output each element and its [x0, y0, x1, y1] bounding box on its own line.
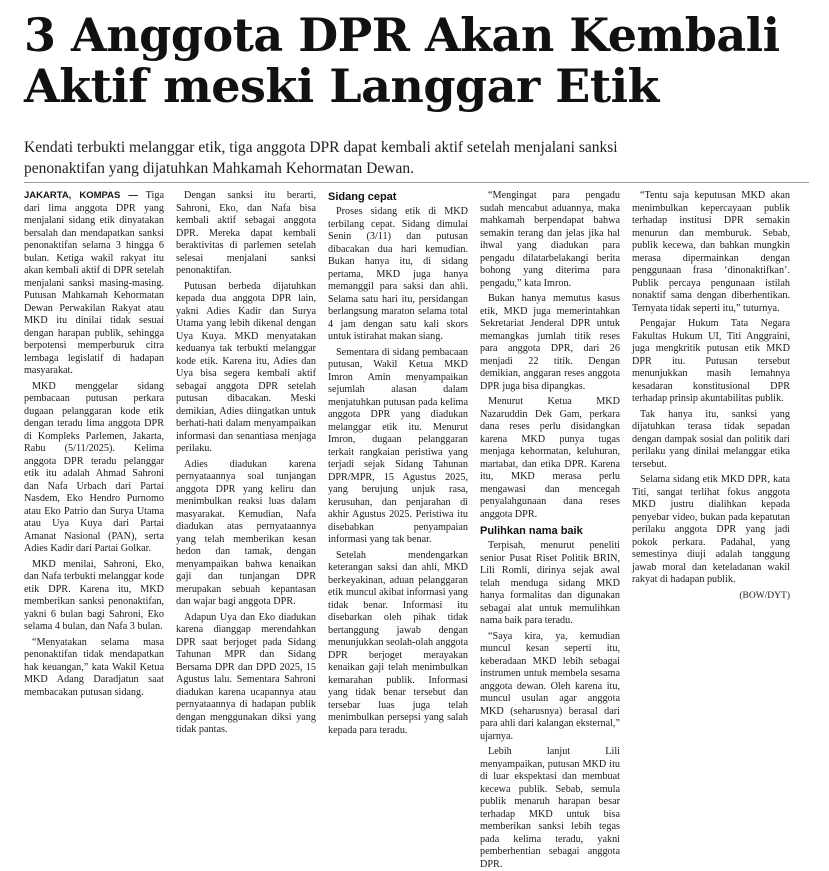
- article-paragraph: Sementara di sidang pembacaan putusan, Wakil Ketua MKD Imron Amin menyampaikan sejumlah alasan dalam menjatuhkan putusan pada kelima anggota DPR yang diadukan melanggar etik itu. Menurut Imron, dugaan pelanggaran terkait rangkaian peristiwa yang terjadi sejak Sidang Tahunan DPR/MPR, 15 Agustus 2025, yang berujung unjuk rasa, kerusuhan, dan penjarahan di akhir Agustus 2025. Peristiwa itu disebabkan penyampaian informasi yang tak benar.: [328, 346, 468, 545]
- article-paragraph: “Tentu saja keputusan MKD akan menimbulkan kepercayaan publik terhadap institusi DPR semakin menurun dan memburuk. Sebab, publik kecewa, dan bahkan mungkin merasa dipermainkan dengan penggunaan frasa ‘dinonaktifkan’. Publik percaya pengunaan istilah nonaktif sama dengan diberhentikan. Ternyata tidak seperti itu,” tuturnya.: [632, 190, 790, 314]
- article-column-3: [328, 190, 468, 736]
- divider: [24, 182, 809, 183]
- article-paragraph: Lebih lanjut Lili menyampaikan, putusan MKD itu di luar ekspektasi dan membuat kecewa publik. Sebab, semula publik menaruh harapan besar terhadap MKD untuk bisa memberikan sanksi lebih tegas pada kelima teradu, yakni pemberhentian sebagai anggota DPR.: [480, 746, 620, 870]
- article-column-1: [24, 190, 164, 715]
- subheading-pulihkan-nama-baik: Pulihkan nama baik: [480, 525, 583, 537]
- article-paragraph: “Mengingat para pengadu sudah mencabut aduannya, maka mahkamah berpendapat bahwa semakin terang dan jelas jika hal ihwal yang diadukan para pengadu dilatarbelakangi berita bohong yang diterima para pengadu,” kata Imron.: [480, 190, 620, 289]
- article-body: [24, 190, 814, 870]
- article-column-5: [632, 190, 790, 715]
- article-paragraph: Tak hanya itu, sanksi yang dijatuhkan terasa tidak sepadan dengan dampak sosial dan politik dari perilaku yang dinilai melanggar etika tersebut.: [632, 408, 790, 470]
- article-paragraph: Proses sidang etik di MKD terbilang cepat. Sidang dimulai Senin (3/11) dan putusan dibacakan dua hari kemudian. Bukan hanya itu, di sidang pertama, MKD juga hanya memanggil para saksi dan ahli. Selama satu hari itu, persidangan berlangsung maraton selama total 4 jam dengan satu kali skors untuk istirahat makan siang.: [328, 206, 468, 342]
- dateline: JAKARTA, KOMPAS —: [24, 190, 138, 201]
- lead-line-2: penonaktifan yang dijatuhkan Mahkamah Kehormatan Dewan.: [24, 160, 414, 177]
- article-paragraph: MKD menggelar sidang pembacaan putusan perkara dugaan pelanggaran kode etik dengan teradu lima anggota DPR di Kompleks Parlemen, Jakarta, Rabu (5/11/2025). Kelima anggota DPR teradu pelanggar etik itu adalah Ahmad Sahroni dan Nafa Urbach dari Partai Nasdem, Eko Hendro Purnomo atau Eko Patrio dan Surya Utama atau Uya Kuya dari Partai Amanat Nasional (PAN), serta Adies Kadir dari Partai Golkar.: [24, 380, 164, 554]
- paragraph-text: Tiga dari lima anggota DPR yang menjalani sidang etik dinyatakan bersalah dan mendapatkan sanksi penonaktifan selama 3 hingga 6 bulan. Ketiga wakil rakyat itu akan kembali aktif di DPR setelah menjalani sanksi masing-masing. Putusan Mahkamah Kehormatan Dewan Perwakilan Rakyat atau MKD itu dinilai tidak sesuai dengan harapan publik, sehingga berpotensi memperburuk citra lembaga legislatif di hadapan masyarakat.: [24, 190, 164, 376]
- article-paragraph: Terpisah, menurut peneliti senior Pusat Riset Politik BRIN, Lili Romli, dirinya sejak awal telah menduga sidang MKD hanya formalitas dan digunakan sebagai alat untuk memulihkan nama baik para teradu.: [480, 540, 620, 626]
- headline-line-2: Aktif meski Langgar Etik: [24, 59, 659, 113]
- article-paragraph: Selama sidang etik MKD DPR, kata Titi, sangat terlihat fokus anggota MKD justru dialihkan kepada penyebar video, bukan pada kepatutan perilaku anggota DPR yang jadi pokok perkara. Padahal, yang semestinya diuji adalah tanggung jawab moral dan keteladanan wakil rakyat di hadapan publik.: [632, 474, 790, 585]
- author-initials: (BOW/DYT): [739, 590, 790, 601]
- article-paragraph: “Saya kira, ya, kemudian muncul kesan seperti itu, keberadaan MKD lebih sebagai instrumen untuk membela sesama anggota dewan. Oleh karena itu, muncul usulan agar anggota MKD (seharusnya) berasal dari para ahli dari kalangan eksternal,” ujarnya.: [480, 630, 620, 742]
- article-column-2: [176, 190, 316, 735]
- headline: [24, 10, 814, 112]
- article-paragraph: Setelah mendengarkan keterangan saksi dan ahli, MKD berkeyakinan, aduan pelanggaran etik muncul akibat informasi yang tidak benar. Informasi itu disebarkan oleh pihak tidak bertanggung jawab dengan menunjukkan seolah-olah anggota DPR berjoget merayakan kenaikan gaji telah menimbulkan kemarahan publik. Informasi yang tidak benar tersebut dan tersebar luas juga telah menimbulkan persepsi yang salah kepada para teradu.: [328, 549, 468, 736]
- subheading-sidang-cepat: Sidang cepat: [328, 191, 397, 203]
- article-paragraph: “Menyatakan selama masa penonaktifan tidak mendapatkan hak keuangan,” kata Wakil Ketua MKD Adang Daradjatun saat membacakan putusan sidang.: [24, 636, 164, 698]
- article-paragraph: [24, 190, 164, 378]
- lead-line-1: Kendati terbukti melanggar etik, tiga anggota DPR dapat kembali aktif setelah menjalani sanksi: [24, 139, 618, 156]
- lead-paragraph: [24, 137, 809, 179]
- article-paragraph: Bukan hanya memutus kasus etik, MKD juga memerintahkan Sekretariat Jenderal DPR untuk memangkas jumlah titik reses para anggota DPR, dari 26 menjadi 22 titik. Dengan demikian, anggaran reses anggota DPR juga bisa dipangkas.: [480, 293, 620, 392]
- article-paragraph: Adies diadukan karena pernyataannya soal tunjangan anggota DPR yang keliru dan menimbulkan reaksi luas dalam masyarakat. Kemudian, Nafa diadukan atas pernyataannya yang telah memberikan kesan hedon dan tamak, dengan menyampaikan bahwa kenaikan gaji dan tunjangan DPR merupakan sebuah kepantasan dan wajar bagi anggota DPR.: [176, 458, 316, 607]
- article-column-4: [480, 190, 620, 870]
- article-paragraph: Dengan sanksi itu berarti, Sahroni, Eko, dan Nafa bisa kembali aktif sebagai anggota DPR. Mereka dapat kembali beraktivitas di parlemen setelah selesai menjalani sanksi penonaktifan.: [176, 190, 316, 276]
- headline-line-1: 3 Anggota DPR Akan Kembali: [24, 8, 780, 62]
- article-paragraph: Menurut Ketua MKD Nazaruddin Dek Gam, perkara dana reses perlu disidangkan karena MKD punya tugas menjaga kehormatan, keluhuran, martabat, dan etika DPR. Karena itu, MKD merasa perlu mengawasi dan mencegah penyalahgunaan dana reses anggota DPR.: [480, 396, 620, 520]
- article-paragraph: Pengajar Hukum Tata Negara Fakultas Hukum UI, Titi Anggraini, juga mengkritik putusan etik MKD DPR itu. Putusan tersebut menunjukkan masih lemahnya kesadaran konstitusional DPR terhadap prinsip akuntabilitas publik.: [632, 318, 790, 404]
- article-paragraph: Adapun Uya dan Eko diadukan karena dianggap merendahkan DPR saat berjoget pada Sidang Tahunan MPR dan Sidang Bersama DPR dan DPD 2025, 15 Agustus lalu. Sementara Sahroni diadukan karena ucapannya atau pernyataannya di hadapan publik dengan menggunakan diksi yang tidak pantas.: [176, 611, 316, 735]
- article-paragraph: MKD menilai, Sahroni, Eko, dan Nafa terbukti melanggar kode etik DPR. Karena itu, MKD memberikan sanksi penonaktifan, yakni 6 bulan bagi Sahroni, Eko selama 4 bulan, dan Nafa 3 bulan.: [24, 558, 164, 632]
- article-paragraph: Putusan berbeda dijatuhkan kepada dua anggota DPR lain, yakni Adies Kadir dan Surya Utama yang lebih dikenal dengan Uya Kuya. MKD menyatakan keduanya tak terbukti melanggar kode etik. Karena itu, Adies dan Uya bisa segera kembali aktif sebagai anggota DPR setelah putusan dibacakan. Meski demikian, Adies diingatkan untuk berhati-hati dalam menyampaikan informasi dan senantiasa menjaga perilaku.: [176, 280, 316, 454]
